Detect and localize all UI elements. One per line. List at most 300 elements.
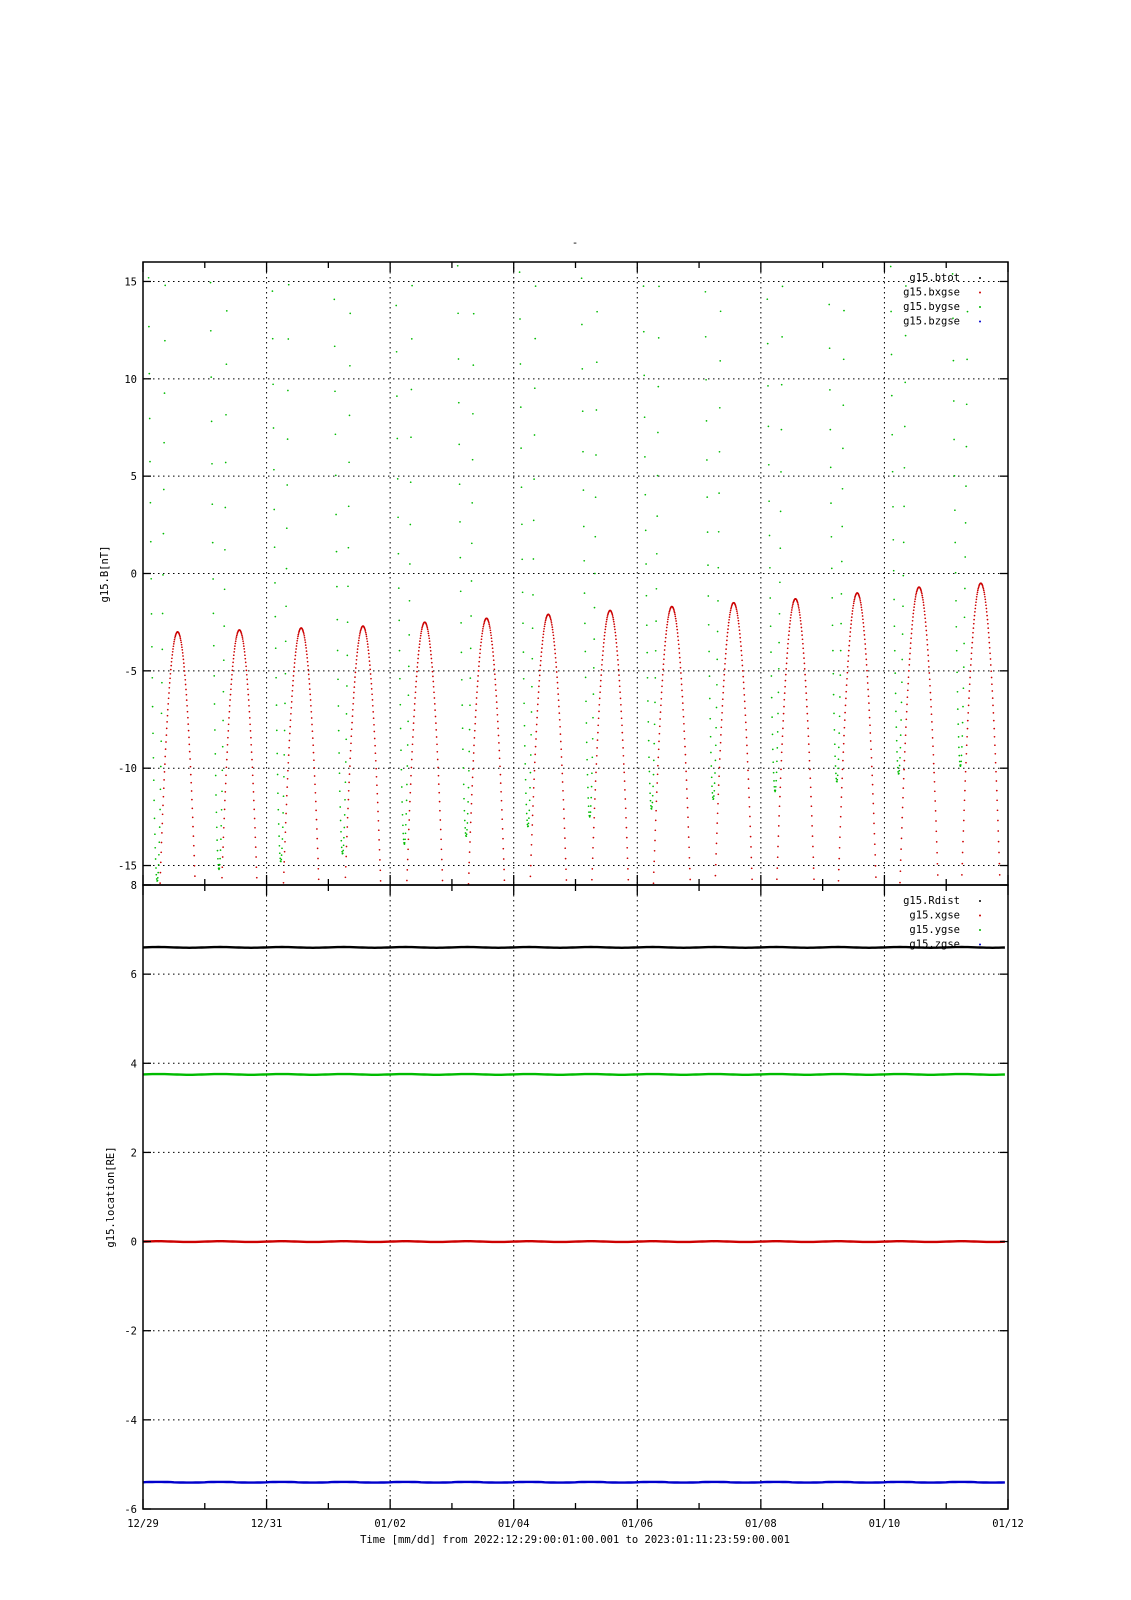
data-point bbox=[868, 702, 870, 704]
data-point bbox=[847, 666, 849, 668]
data-point bbox=[612, 617, 614, 619]
data-point bbox=[655, 810, 657, 812]
data-point bbox=[277, 792, 279, 794]
data-point bbox=[728, 625, 730, 627]
data-point bbox=[986, 608, 988, 610]
data-point bbox=[953, 360, 955, 362]
data-point bbox=[441, 869, 443, 871]
data-point bbox=[614, 629, 616, 631]
data-point bbox=[318, 889, 320, 891]
data-point bbox=[664, 641, 666, 643]
data-point bbox=[404, 838, 406, 840]
data-point bbox=[358, 642, 360, 644]
data-point bbox=[745, 714, 747, 716]
data-point bbox=[775, 901, 777, 903]
data-point bbox=[434, 703, 436, 705]
data-point bbox=[718, 775, 720, 777]
data-point bbox=[973, 627, 975, 629]
data-point bbox=[286, 795, 288, 797]
data-point bbox=[860, 602, 862, 604]
data-point bbox=[153, 800, 155, 802]
data-point bbox=[804, 663, 806, 665]
data-point bbox=[223, 625, 225, 627]
data-point bbox=[494, 678, 496, 680]
data-point bbox=[186, 699, 188, 701]
data-point bbox=[814, 890, 816, 892]
data-point bbox=[770, 625, 772, 627]
data-point bbox=[921, 593, 923, 595]
data-point bbox=[398, 587, 400, 589]
data-point bbox=[813, 878, 815, 880]
data-point bbox=[582, 410, 584, 412]
data-point bbox=[180, 639, 182, 641]
data-point bbox=[872, 784, 874, 786]
data-point bbox=[961, 735, 963, 737]
data-point bbox=[988, 632, 990, 634]
data-point bbox=[621, 717, 623, 719]
data-point bbox=[346, 685, 348, 687]
data-point bbox=[771, 716, 773, 718]
data-point bbox=[213, 675, 215, 677]
data-point bbox=[408, 838, 410, 840]
data-point bbox=[859, 598, 861, 600]
data-point bbox=[406, 765, 408, 767]
data-point bbox=[776, 890, 778, 892]
data-point bbox=[520, 447, 522, 449]
data-point bbox=[480, 645, 482, 647]
data-point bbox=[842, 760, 844, 762]
data-point bbox=[531, 834, 533, 836]
data-point bbox=[873, 813, 875, 815]
data-point bbox=[586, 759, 588, 761]
data-point bbox=[163, 489, 165, 491]
data-point bbox=[989, 652, 991, 654]
data-point bbox=[483, 624, 485, 626]
data-point bbox=[440, 838, 442, 840]
data-point bbox=[245, 662, 247, 664]
data-point bbox=[778, 835, 780, 837]
data-point bbox=[835, 773, 837, 775]
data-point bbox=[832, 673, 834, 675]
data-point bbox=[899, 757, 901, 759]
data-point bbox=[155, 867, 157, 869]
data-point bbox=[434, 697, 436, 699]
data-point bbox=[468, 787, 470, 789]
data-point bbox=[432, 671, 434, 673]
data-point bbox=[654, 677, 656, 679]
data-point bbox=[645, 530, 647, 532]
data-point bbox=[685, 754, 687, 756]
data-point bbox=[713, 790, 715, 792]
data-point bbox=[717, 793, 719, 795]
data-point bbox=[153, 757, 155, 759]
data-point bbox=[749, 816, 751, 818]
data-point bbox=[935, 810, 937, 812]
data-point bbox=[915, 596, 917, 598]
data-point bbox=[998, 852, 1000, 854]
data-point bbox=[343, 827, 345, 829]
data-point bbox=[522, 591, 524, 593]
data-point bbox=[864, 638, 866, 640]
data-point bbox=[905, 726, 907, 728]
data-point bbox=[438, 775, 440, 777]
data-point bbox=[272, 383, 274, 385]
data-point bbox=[231, 670, 233, 672]
data-point bbox=[966, 753, 968, 755]
data-point bbox=[313, 759, 315, 761]
data-point bbox=[666, 630, 668, 632]
data-point bbox=[667, 616, 669, 618]
y-tick-label: 2 bbox=[130, 1147, 137, 1160]
data-point bbox=[752, 890, 754, 892]
data-point bbox=[530, 734, 532, 736]
data-point bbox=[654, 702, 656, 704]
data-point bbox=[730, 608, 732, 610]
data-point bbox=[904, 467, 906, 469]
data-point bbox=[748, 787, 750, 789]
data-point bbox=[874, 843, 876, 845]
data-point bbox=[219, 858, 221, 860]
data-point bbox=[354, 676, 356, 678]
data-point bbox=[347, 817, 349, 819]
data-point bbox=[803, 652, 805, 654]
data-point bbox=[193, 855, 195, 857]
data-point bbox=[555, 666, 557, 668]
data-point bbox=[496, 701, 498, 703]
data-point bbox=[420, 635, 422, 637]
data-point bbox=[899, 893, 901, 895]
data-point bbox=[312, 730, 314, 732]
data-point bbox=[972, 632, 974, 634]
data-point bbox=[834, 729, 836, 731]
data-point bbox=[289, 726, 291, 728]
data-point bbox=[837, 768, 839, 770]
data-point bbox=[783, 713, 785, 715]
data-point bbox=[991, 677, 993, 679]
data-point bbox=[255, 846, 257, 848]
data-point bbox=[896, 740, 898, 742]
data-point bbox=[902, 787, 904, 789]
data-point bbox=[653, 871, 655, 873]
data-point bbox=[841, 561, 843, 563]
data-point bbox=[480, 642, 482, 644]
data-point bbox=[870, 748, 872, 750]
data-point bbox=[224, 800, 226, 802]
data-point bbox=[935, 820, 937, 822]
data-point bbox=[726, 636, 728, 638]
data-point bbox=[595, 496, 597, 498]
data-point bbox=[226, 254, 228, 256]
data-point bbox=[768, 426, 770, 428]
data-point bbox=[180, 638, 182, 640]
data-point bbox=[315, 792, 317, 794]
data-point bbox=[286, 527, 288, 529]
data-point bbox=[992, 705, 994, 707]
data-point bbox=[477, 680, 479, 682]
data-point bbox=[257, 898, 259, 900]
data-point bbox=[929, 678, 931, 680]
data-point bbox=[534, 434, 536, 436]
data-point bbox=[249, 723, 251, 725]
data-point bbox=[838, 732, 840, 734]
data-point bbox=[743, 682, 745, 684]
data-point bbox=[926, 639, 928, 641]
data-point bbox=[590, 797, 592, 799]
data-point bbox=[925, 621, 927, 623]
data-point bbox=[668, 612, 670, 614]
legend-marker-g15-bygse bbox=[979, 306, 981, 308]
data-point bbox=[373, 717, 375, 719]
data-point bbox=[560, 733, 562, 735]
data-point bbox=[607, 615, 609, 617]
data-point bbox=[287, 390, 289, 392]
data-point bbox=[287, 338, 289, 340]
data-point bbox=[593, 693, 595, 695]
data-point bbox=[503, 869, 505, 871]
data-point bbox=[523, 702, 525, 704]
data-point bbox=[647, 677, 649, 679]
data-point bbox=[459, 557, 461, 559]
figure-title: - bbox=[571, 237, 579, 249]
data-point bbox=[366, 636, 368, 638]
data-point bbox=[216, 826, 218, 828]
data-point bbox=[956, 650, 958, 652]
data-point bbox=[222, 720, 224, 722]
data-point bbox=[622, 739, 624, 741]
data-point bbox=[186, 694, 188, 696]
data-point bbox=[790, 617, 792, 619]
data-point bbox=[345, 876, 347, 878]
data-point bbox=[337, 650, 339, 652]
data-point bbox=[168, 687, 170, 689]
data-point bbox=[592, 738, 594, 740]
data-point bbox=[173, 643, 175, 645]
data-point bbox=[439, 810, 441, 812]
data-point bbox=[348, 782, 350, 784]
data-point bbox=[346, 713, 348, 715]
data-point bbox=[339, 772, 341, 774]
data-point bbox=[411, 767, 413, 769]
data-point bbox=[228, 717, 230, 719]
data-point bbox=[367, 643, 369, 645]
data-point bbox=[242, 638, 244, 640]
data-point bbox=[974, 615, 976, 617]
data-point bbox=[282, 893, 284, 895]
data-point bbox=[220, 838, 222, 840]
data-point bbox=[408, 829, 410, 831]
data-point bbox=[344, 887, 346, 889]
data-point bbox=[497, 728, 499, 730]
data-point bbox=[406, 800, 408, 802]
data-point bbox=[890, 311, 892, 313]
data-point bbox=[219, 864, 221, 866]
data-point bbox=[904, 743, 906, 745]
data-point bbox=[439, 819, 441, 821]
legend-label-g15-btot: g15.btot bbox=[909, 272, 960, 284]
data-point bbox=[183, 662, 185, 664]
data-point bbox=[151, 613, 153, 615]
data-point bbox=[706, 420, 708, 422]
y-tick-label: 10 bbox=[124, 373, 137, 386]
data-point bbox=[170, 673, 172, 675]
data-point bbox=[504, 879, 506, 881]
data-point bbox=[223, 818, 225, 820]
data-point bbox=[798, 605, 800, 607]
legend-label-g15-ygse: g15.ygse bbox=[909, 924, 960, 936]
data-point bbox=[293, 671, 295, 673]
data-point bbox=[348, 505, 350, 507]
data-point bbox=[524, 725, 526, 727]
data-point bbox=[719, 758, 721, 760]
data-point bbox=[407, 744, 409, 746]
data-point bbox=[359, 635, 361, 637]
data-point bbox=[859, 600, 861, 602]
data-point bbox=[606, 621, 608, 623]
x-tick-label: 01/02 bbox=[374, 1518, 406, 1530]
location-series bbox=[143, 947, 1005, 1483]
data-point bbox=[222, 746, 224, 748]
data-point bbox=[689, 879, 691, 881]
data-point bbox=[303, 635, 305, 637]
data-point bbox=[491, 644, 493, 646]
data-point bbox=[564, 847, 566, 849]
data-point bbox=[355, 667, 357, 669]
data-point bbox=[953, 439, 955, 441]
data-point bbox=[317, 868, 319, 870]
data-point bbox=[872, 803, 874, 805]
data-point bbox=[308, 674, 310, 676]
data-point bbox=[231, 674, 233, 676]
data-point bbox=[226, 751, 228, 753]
data-point bbox=[216, 811, 218, 813]
data-point bbox=[496, 707, 498, 709]
data-point bbox=[869, 717, 871, 719]
data-point bbox=[834, 743, 836, 745]
data-point bbox=[406, 880, 408, 882]
data-point bbox=[310, 705, 312, 707]
data-point bbox=[351, 722, 353, 724]
y-tick-label: 0 bbox=[130, 568, 137, 581]
data-point bbox=[767, 343, 769, 345]
data-point bbox=[773, 772, 775, 774]
data-point bbox=[230, 694, 232, 696]
data-point bbox=[654, 723, 656, 725]
data-point bbox=[676, 623, 678, 625]
data-point bbox=[721, 712, 723, 714]
data-point bbox=[478, 665, 480, 667]
data-point bbox=[160, 862, 162, 864]
data-point bbox=[285, 640, 287, 642]
data-point bbox=[662, 669, 664, 671]
data-point bbox=[831, 597, 833, 599]
data-point bbox=[283, 882, 285, 884]
data-point bbox=[402, 833, 404, 835]
data-point bbox=[315, 801, 317, 803]
data-point bbox=[678, 648, 680, 650]
data-point bbox=[716, 822, 718, 824]
data-point bbox=[922, 597, 924, 599]
y-tick-label: -5 bbox=[124, 665, 137, 678]
data-point bbox=[808, 743, 810, 745]
data-point bbox=[934, 781, 936, 783]
data-point bbox=[771, 697, 773, 699]
data-point bbox=[644, 456, 646, 458]
data-point bbox=[188, 730, 190, 732]
data-point bbox=[405, 824, 407, 826]
data-point bbox=[348, 461, 350, 463]
data-point bbox=[501, 809, 503, 811]
data-point bbox=[590, 901, 592, 903]
data-point bbox=[408, 666, 410, 668]
data-point bbox=[225, 783, 227, 785]
data-point bbox=[464, 827, 466, 829]
data-point bbox=[429, 640, 431, 642]
data-point bbox=[833, 713, 835, 715]
data-point bbox=[617, 664, 619, 666]
data-point bbox=[532, 815, 534, 817]
data-point bbox=[278, 823, 280, 825]
data-point bbox=[232, 662, 234, 664]
data-point bbox=[374, 745, 376, 747]
data-point bbox=[968, 697, 970, 699]
data-point bbox=[900, 734, 902, 736]
data-point bbox=[477, 686, 479, 688]
data-point bbox=[279, 845, 281, 847]
data-point bbox=[706, 496, 708, 498]
data-point bbox=[254, 836, 256, 838]
data-point bbox=[852, 610, 854, 612]
data-point bbox=[371, 693, 373, 695]
data-point bbox=[279, 852, 281, 854]
data-point bbox=[550, 620, 552, 622]
data-point bbox=[312, 744, 314, 746]
data-point bbox=[173, 641, 175, 643]
data-point bbox=[340, 840, 342, 842]
data-point bbox=[365, 632, 367, 634]
data-point bbox=[928, 672, 930, 674]
data-point bbox=[242, 640, 244, 642]
data-point bbox=[171, 654, 173, 656]
data-point bbox=[409, 524, 411, 526]
data-point bbox=[628, 890, 630, 892]
data-point bbox=[412, 729, 414, 731]
data-point bbox=[191, 808, 193, 810]
data-point bbox=[194, 865, 196, 867]
data-point bbox=[466, 833, 468, 835]
data-point bbox=[652, 802, 654, 804]
data-point bbox=[307, 665, 309, 667]
data-point bbox=[537, 710, 539, 712]
data-point bbox=[282, 826, 284, 828]
data-point bbox=[343, 844, 345, 846]
data-point bbox=[246, 670, 248, 672]
data-point bbox=[847, 672, 849, 674]
data-point bbox=[924, 614, 926, 616]
data-point bbox=[895, 693, 897, 695]
data-point bbox=[709, 718, 711, 720]
data-point bbox=[154, 847, 156, 849]
data-point bbox=[674, 612, 676, 614]
data-point bbox=[470, 822, 472, 824]
data-point bbox=[538, 691, 540, 693]
data-point bbox=[163, 442, 165, 444]
data-point bbox=[253, 791, 255, 793]
data-point bbox=[219, 867, 221, 869]
data-point bbox=[937, 863, 939, 865]
data-point bbox=[905, 335, 907, 337]
data-point bbox=[471, 794, 473, 796]
data-point bbox=[533, 558, 535, 560]
